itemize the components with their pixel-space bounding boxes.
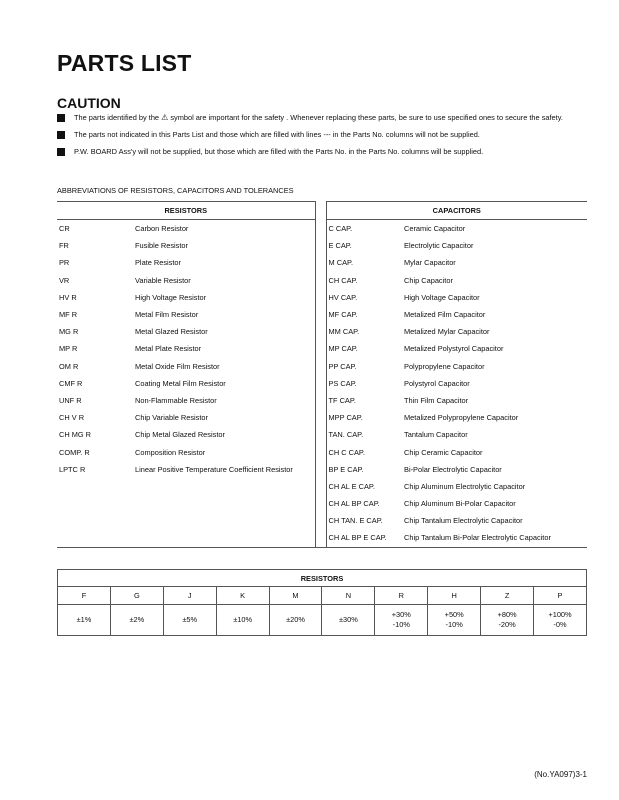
tolerance-code: J (163, 587, 216, 605)
bullet-square-icon (57, 131, 65, 139)
capacitor-code: CH C CAP. (326, 443, 402, 460)
tolerance-value-line: ±5% (182, 615, 198, 624)
resistor-code: MG R (59, 327, 79, 337)
resistor-code: FR (59, 241, 69, 251)
tolerance-value-line: +50% (444, 610, 464, 619)
capacitor-name: Electrolytic Capacitor (404, 241, 474, 251)
capacitor-code: CH AL BP E CAP. (326, 529, 402, 547)
table-row (57, 237, 587, 254)
capacitor-name: Bi-Polar Electrolytic Capacitor (404, 464, 502, 474)
resistor-name: Linear Positive Temperature Coefficient Resistor (133, 461, 315, 478)
tolerance-value-line: -0% (553, 620, 567, 629)
tolerance-value-line: ±1% (76, 615, 92, 624)
tolerance-code: K (216, 587, 269, 605)
capacitor-code: PP CAP. (326, 358, 402, 375)
tolerance-value (428, 605, 481, 636)
resistors-column-header: RESISTORS (57, 202, 315, 220)
table-row (57, 254, 587, 271)
tolerance-code: P (534, 587, 587, 605)
capacitor-code: TAN. CAP. (326, 426, 402, 443)
resistor-name (133, 512, 315, 529)
table-row (57, 409, 587, 426)
tolerance-value-line: -20% (498, 620, 516, 629)
tolerance-value-line: +80% (497, 610, 517, 619)
page-title: PARTS LIST (57, 50, 192, 76)
tolerance-value (58, 605, 111, 636)
tolerance-value-line: ±2% (129, 615, 145, 624)
capacitor-code: CH CAP. (326, 272, 402, 289)
resistor-name (133, 495, 315, 512)
resistor-code: CR (59, 224, 70, 234)
capacitor-name: Chip Tantalum Bi-Polar Electrolytic Capacitor (402, 529, 587, 547)
table-row (57, 426, 587, 443)
capacitor-code: CH AL BP CAP. (326, 495, 402, 512)
resistor-code (57, 512, 133, 529)
table-row (57, 272, 587, 289)
resistor-code (57, 529, 133, 547)
capacitor-name: Tantalum Capacitor (404, 430, 468, 440)
resistor-name: Fusible Resistor (133, 237, 315, 254)
tolerance-value (163, 605, 216, 636)
resistor-code: CH V R (59, 413, 85, 423)
table-row (57, 392, 587, 409)
bullet-square-icon (57, 148, 65, 156)
resistor-name: Non-Flammable Resistor (133, 392, 315, 409)
tolerance-value (481, 605, 534, 636)
capacitor-code: BP E CAP. (326, 461, 402, 478)
resistor-name (133, 529, 315, 547)
capacitor-code: C CAP. (326, 220, 402, 238)
resistor-name: Composition Resistor (133, 443, 315, 460)
caution-note: P.W. BOARD Ass'y will not be supplied, but those which are filled with the Parts No. in the Parts No. columns will be supplied. (57, 147, 587, 157)
capacitor-name: Metalized Polystyrol Capacitor (404, 344, 504, 354)
resistor-code: CMF R (59, 378, 83, 388)
capacitor-name: Chip Aluminum Bi-Polar Capacitor (404, 499, 516, 509)
capacitor-name: Metalized Mylar Capacitor (404, 327, 490, 337)
table-row (57, 358, 587, 375)
tolerance-code: Z (481, 587, 534, 605)
table-row (57, 512, 587, 529)
tolerance-value-line: -10% (445, 620, 463, 629)
resistor-name: Chip Variable Resistor (133, 409, 315, 426)
table-row (57, 340, 587, 357)
capacitor-code: PS CAP. (326, 375, 402, 392)
capacitor-name: Chip Capacitor (404, 275, 453, 285)
bullet-square-icon (57, 114, 65, 122)
resistor-code: LPTC R (59, 464, 86, 474)
table-row (57, 375, 587, 392)
page-footer: (No.YA097)3-1 (534, 770, 587, 779)
capacitor-name: Thin Film Capacitor (404, 395, 469, 405)
tolerance-value (322, 605, 375, 636)
resistor-code: MF R (59, 310, 78, 320)
capacitor-name: Metalized Polypropylene Capacitor (404, 413, 519, 423)
capacitor-code: CH AL E CAP. (326, 478, 402, 495)
capacitor-code: MP CAP. (326, 340, 402, 357)
capacitor-code: MPP CAP. (326, 409, 402, 426)
tolerance-value-line: ±30% (338, 615, 358, 624)
caution-notes (57, 113, 587, 164)
capacitor-code: E CAP. (326, 237, 402, 254)
capacitor-name: Ceramic Capacitor (404, 224, 466, 234)
table-row (57, 220, 587, 238)
caution-note: The parts identified by the ⚠ symbol are important for the safety . Whenever replacing these parts, be sure to use specified ones to secure the safety. (57, 113, 587, 123)
tolerance-value-line: -10% (392, 620, 410, 629)
capacitors-column-header: CAPACITORS (326, 202, 587, 220)
resistor-name: Metal Film Resistor (133, 306, 315, 323)
caution-heading: CAUTION (57, 95, 121, 111)
table-row (57, 529, 587, 547)
table-row (57, 443, 587, 460)
resistor-code: MP R (59, 344, 78, 354)
abbreviations-heading: ABBREVIATIONS OF RESISTORS, CAPACITORS AND TOLERANCES (57, 186, 294, 195)
capacitor-name: Metalized Film Capacitor (404, 310, 486, 320)
capacitor-name: Chip Aluminum Electrolytic Capacitor (404, 481, 526, 491)
tolerance-code: R (375, 587, 428, 605)
resistor-name: Carbon Resistor (133, 220, 315, 238)
capacitor-name: Polypropylene Capacitor (404, 361, 485, 371)
capacitor-name: Chip Tantalum Electrolytic Capacitor (404, 516, 523, 526)
tolerance-code: M (269, 587, 322, 605)
resistor-name: Metal Glazed Resistor (133, 323, 315, 340)
tolerance-code: G (110, 587, 163, 605)
resistor-name (133, 478, 315, 495)
resistor-code: HV R (59, 292, 77, 302)
capacitor-name: Chip Ceramic Capacitor (404, 447, 483, 457)
table-row (57, 306, 587, 323)
resistor-name: Metal Plate Resistor (133, 340, 315, 357)
tolerance-value (216, 605, 269, 636)
tolerance-value (534, 605, 587, 636)
resistor-code (57, 495, 133, 512)
tolerance-value (110, 605, 163, 636)
tolerance-table-header: RESISTORS (58, 570, 587, 587)
tolerance-value-line: +100% (548, 610, 572, 619)
resistor-name: Coating Metal Film Resistor (133, 375, 315, 392)
capacitor-code: MM CAP. (326, 323, 402, 340)
capacitor-name: High Voltage Capacitor (404, 292, 480, 302)
table-row (57, 289, 587, 306)
capacitor-name: Polystyrol Capacitor (404, 378, 470, 388)
capacitor-code: TF CAP. (326, 392, 402, 409)
capacitor-name: Mylar Capacitor (404, 258, 456, 268)
resistor-name: Chip Metal Glazed Resistor (133, 426, 315, 443)
tolerance-table (57, 569, 587, 636)
tolerance-value (269, 605, 322, 636)
resistor-name: Plate Resistor (133, 254, 315, 271)
table-row (57, 495, 587, 512)
capacitor-code: CH TAN. E CAP. (326, 512, 402, 529)
abbreviations-table (57, 201, 587, 548)
tolerance-code: N (322, 587, 375, 605)
resistor-code (57, 478, 133, 495)
caution-note: The parts not indicated in this Parts List and those which are filled with lines --- in the Parts No. columns will not be supplied. (57, 130, 587, 140)
tolerance-value-line: +30% (391, 610, 411, 619)
table-row (57, 478, 587, 495)
resistor-code: COMP. R (59, 447, 90, 457)
resistor-code: UNF R (59, 395, 82, 405)
tolerance-value (375, 605, 428, 636)
resistor-name: High Voltage Resistor (133, 289, 315, 306)
tolerance-value-line: ±10% (233, 615, 253, 624)
capacitor-code: MF CAP. (326, 306, 402, 323)
resistor-code: PR (59, 258, 70, 268)
capacitor-code: M CAP. (326, 254, 402, 271)
resistor-code: CH MG R (59, 430, 92, 440)
resistor-name: Metal Oxide Film Resistor (133, 358, 315, 375)
table-row (57, 323, 587, 340)
capacitor-code: HV CAP. (326, 289, 402, 306)
resistor-code: OM R (59, 361, 79, 371)
tolerance-code: F (58, 587, 111, 605)
warning-triangle-icon: ⚠ (161, 113, 169, 122)
resistor-name: Variable Resistor (133, 272, 315, 289)
tolerance-value-line: ±20% (286, 615, 305, 624)
resistor-code: VR (59, 275, 70, 285)
tolerance-code: H (428, 587, 481, 605)
table-row (57, 461, 587, 478)
